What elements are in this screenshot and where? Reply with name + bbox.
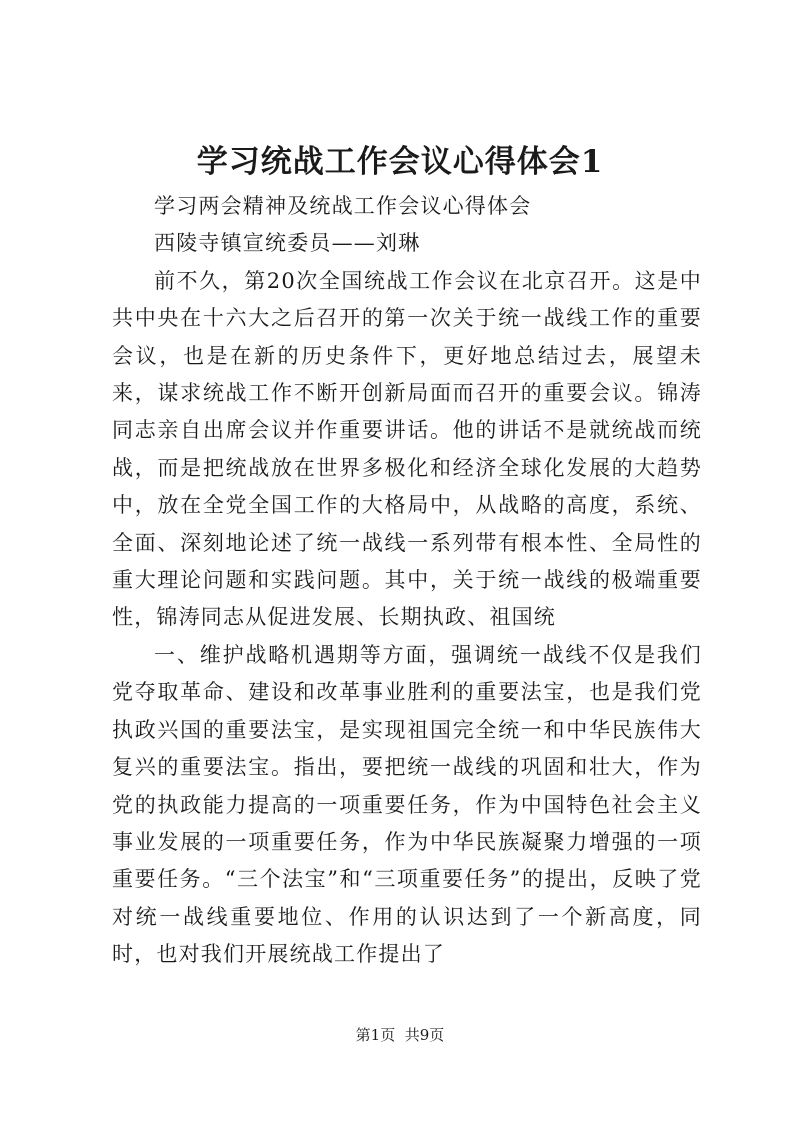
body-paragraph: 前不久，第20次全国统战工作会议在北京召开。这是中共中央在十六大之后召开的第一次关于统一战线工作的重要会议，也是在新的历史条件下，更好地总结过去，展望未来，谋求统战工作不断开创新局面而召开的重要会议。锦涛同志亲自出席会议并作重要讲话。他的讲话不是就统战而统战，而是把统战放在世界多极化和经济全球化发展的大趋势中，放在全党全国工作的大格局中，从战略的高度，系统、全面、深刻地论述了统一战线一系列带有根本性、全局性的重大理论问题和实践问题。其中，关于统一战线的极端重要性，锦涛同志从促进发展、长期执政、祖国统 [112,268,702,630]
page-footer [0,1024,800,1046]
page-total: 共9页 [404,1026,445,1044]
author-paragraph: 西陵寺镇宣统委员——刘琳 [154,231,421,256]
body-paragraph: 一、维护战略机遇期等方面，强调统一战线不仅是我们党夺取革命、建设和改革事业胜利的重要法宝，也是我们党执政兴国的重要法宝，是实现祖国完全统一和中华民族伟大复兴的重要法宝。指出，要把统一战线的巩固和壮大，作为党的执政能力提高的一项重要任务，作为中国特色社会主义事业发展的一项重要任务，作为中华民族凝聚力增强的一项重要任务。“三个法宝”和“三项重要任务”的提出，反映了党对统一战线重要地位、作用的认识达到了一个新高度，同时，也对我们开展统战工作提出了 [112,642,702,967]
subtitle-paragraph: 学习两会精神及统战工作会议心得体会 [154,194,532,218]
document-body [112,188,702,974]
page-number: 第1页 [355,1026,396,1044]
document-title: 学习统战工作会议心得体会1 [196,144,604,180]
